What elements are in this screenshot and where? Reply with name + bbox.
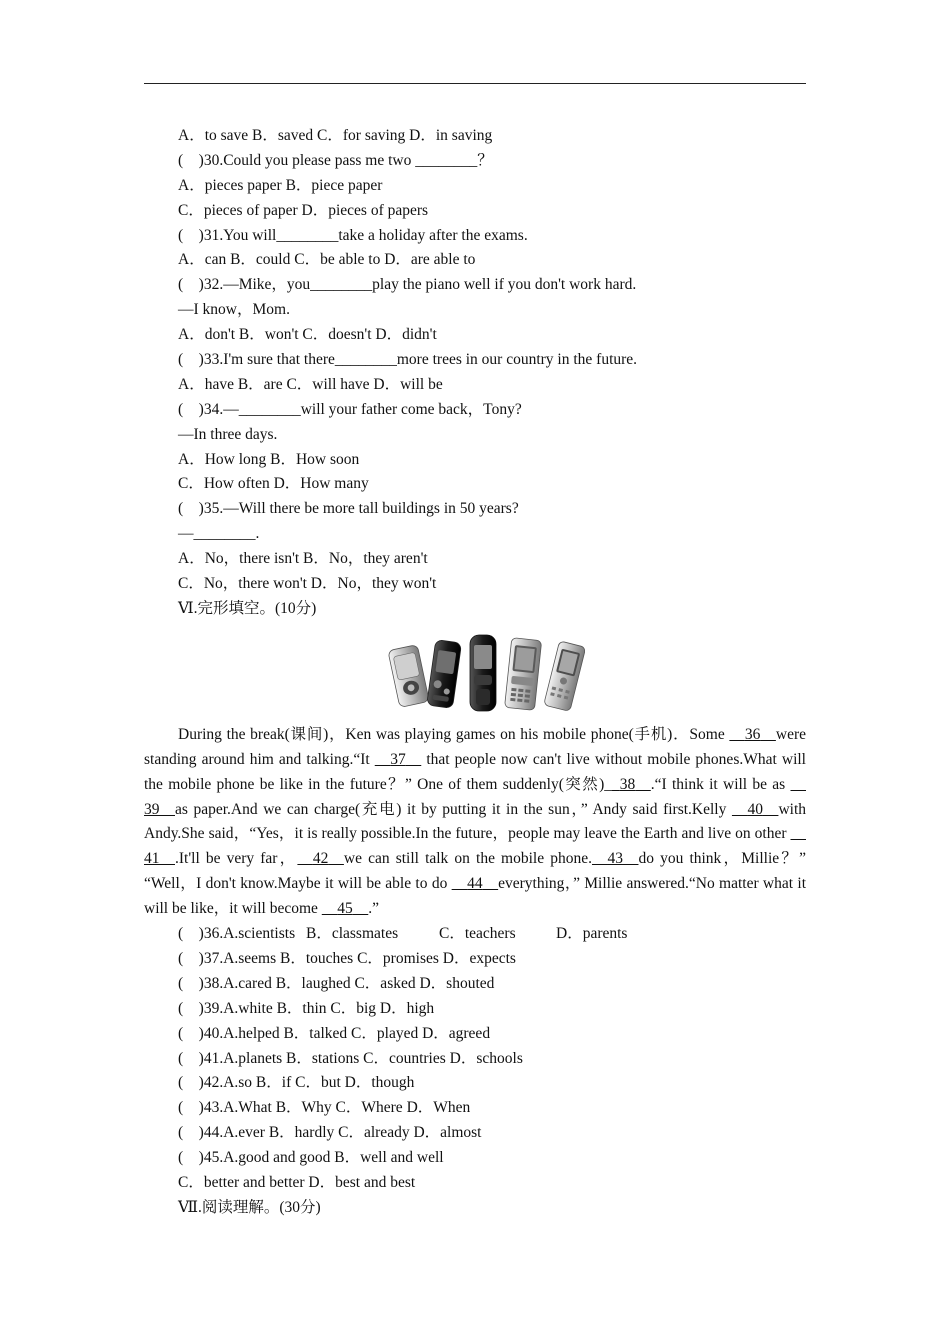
question-line: ( )37.A.seems B．touches C．promises D．expects [178,949,516,967]
slider-phone [470,635,496,711]
gaming-phone [427,639,462,708]
blank-42: 42 [312,850,329,868]
question-line: A．have B．are C．will have D．will be [178,375,443,393]
passage-text: as paper.And we can charge(充电) it by putting it in the sun，” Andy said first.Kelly [175,800,732,818]
question-line: —In three days. [178,425,278,443]
passage-text: with Andy.She said，“Yes，it is really possible.In the future，people may leave the Earth and live on other [144,800,806,843]
candybar-phone [505,637,542,710]
blank-39: 39 [144,800,160,818]
question-line: ( )39.A.white B．thin C．big D．high [178,999,435,1017]
question-line: A．No，there isn't B．No，they aren't [178,550,428,568]
question-line: C．How often D．How many [178,475,369,493]
passage-text: During the break(课间)，Ken was playing games on his mobile phone(手机)．Some [178,725,730,743]
passage-text: that people now can't live without mobile phones.What will the mobile phone be like in the future？” One of them suddenly(突然)_ [144,750,806,793]
blank-41: 41 [144,850,160,868]
question-line: ( )44.A.ever B．hardly C．already D．almost [178,1124,482,1142]
mobile-phones-image [387,633,587,713]
passage-text: .It'll be very far， [175,850,298,868]
question-line: ( )40.A.helped B．talked C．played D．agreed [178,1024,491,1042]
blank-37: 37 [390,750,406,768]
blank-43: 43 [607,850,623,868]
passage-text: .” [368,900,380,918]
cloze-passage [144,723,806,922]
blank-45: 45 [337,900,353,918]
question-line: A．pieces paper B．piece paper [178,176,383,194]
question-line: ( )38.A.cared B．laughed C．asked D．shouted [178,974,495,992]
header-rule [144,83,806,84]
slim-phone [544,641,586,712]
question-line: —I know，Mom. [178,301,290,319]
question-line: ( )33.I'm sure that there________more trees in our country in the future. [178,351,638,369]
question-line: A．How long B．How soon [178,450,360,468]
section-heading: Ⅶ.阅读理解。(30分) [178,1198,321,1216]
flip-phone [388,644,429,707]
question-line: ( )31.You will________take a holiday after the exams. [178,226,528,244]
question-line: C．better and better D．best and best [178,1173,416,1191]
question-line: ( )34.—________will your father come back，Tony? [178,400,522,418]
question-line: A．can B．could C．be able to D．are able to [178,251,476,269]
mobile-phones-figure [144,622,806,723]
blank-40: 40 [747,800,763,818]
worksheet-content [144,124,806,1221]
question-line: ( )30.Could you please pass me two ________？ [178,151,493,169]
blank-44: 44 [467,875,483,893]
question-line: ( )45.A.good and good B．well and well [178,1149,444,1167]
passage-text: do you think，Millie？” “Well，I don't know.Maybe it will be able to do [144,850,806,893]
question-line: A．don't B．won't C．doesn't D．didn't [178,326,437,344]
blank-38: 38 [619,775,636,793]
question-line: —________. [178,525,260,543]
passage-text: we can still talk on the mobile phone. [343,850,592,868]
question-line: ( )35.—Will there be more tall buildings in 50 years? [178,500,519,518]
section-heading: Ⅵ.完形填空。(10分) [178,599,317,617]
question-36: ( )36.A.scientists B．classmates C．teachers D．parents [178,925,628,943]
passage-text: were standing around him and talking.“It [144,725,806,768]
passage-text: .“I think it will be as [650,775,791,793]
question-line: ( )32.—Mike，you________play the piano well if you don't work hard. [178,276,637,294]
question-line: A．to save B．saved C．for saving D．in saving [178,127,493,144]
question-line: ( )41.A.planets B．stations C．countries D．schools [178,1049,523,1067]
question-line: ( )43.A.What B．Why C．Where D．When [178,1099,471,1117]
question-line: C．pieces of paper D．pieces of papers [178,201,429,219]
blank-36: 36 [744,725,761,743]
question-line: ( )42.A.so B．if C．but D．though [178,1074,415,1092]
passage-text: everything，” Millie answered.“No matter what it will be like，it will become [144,875,806,918]
question-line: C．No，there won't D．No，they won't [178,575,437,593]
